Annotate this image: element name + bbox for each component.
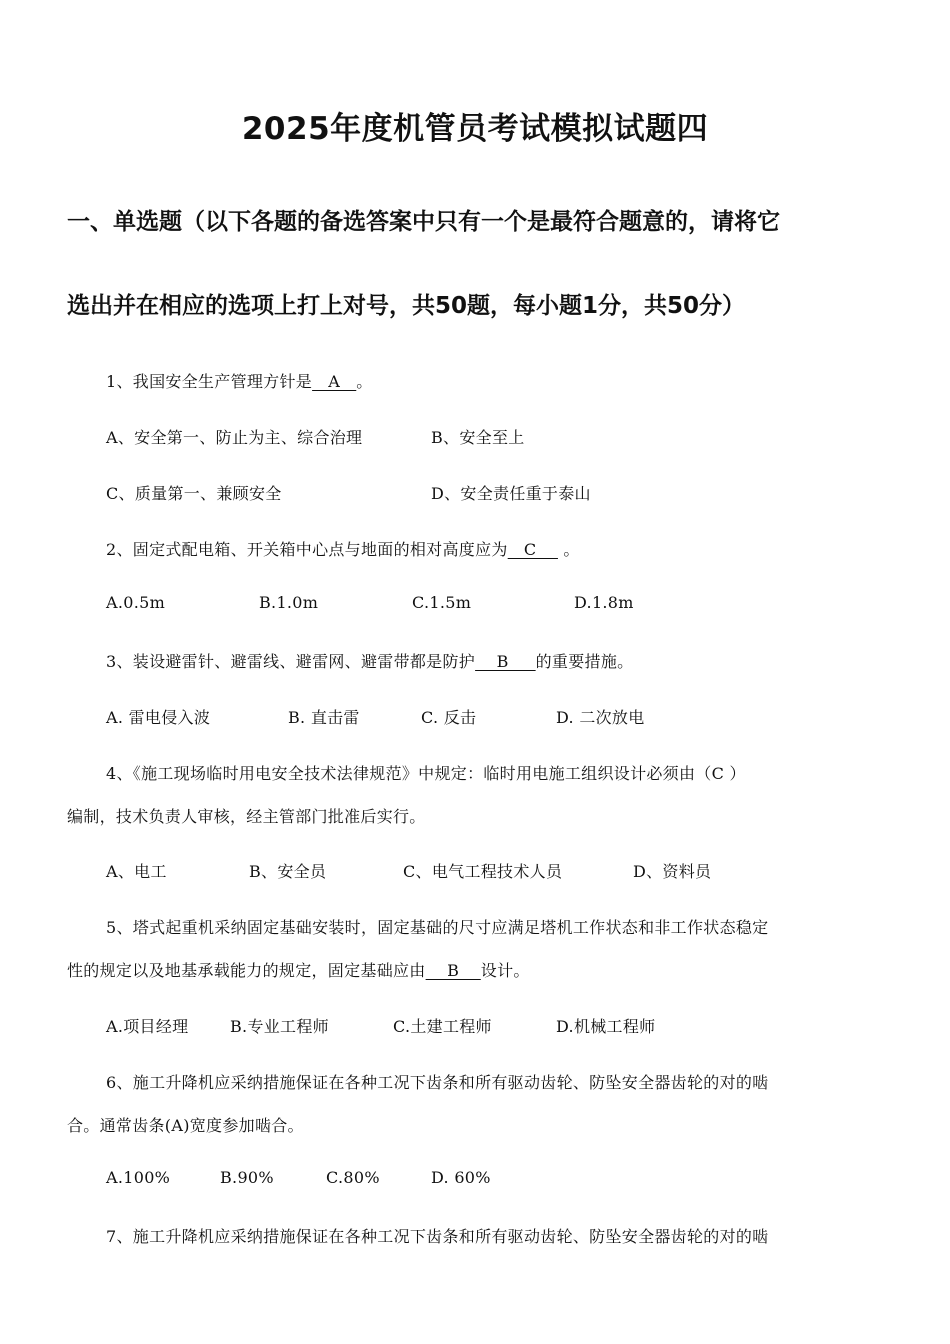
question-5-answer: B	[425, 961, 481, 980]
question-4-option-d: D、资料员	[633, 862, 712, 881]
question-1-answer: A	[312, 372, 357, 391]
question-1-stem	[106, 369, 373, 392]
section-heading-line-2: 选出并在相应的选项上打上对号，共50题，每小题1分，共50分）	[67, 293, 746, 319]
question-2-text-end: 。	[557, 540, 580, 559]
question-6-option-a: A.100%	[106, 1168, 171, 1187]
question-2-option-d: D.1.8m	[574, 593, 634, 612]
question-2-option-a: A.0.5m	[106, 593, 166, 612]
question-1-option-a: A、安全第一、防止为主、综合治理	[106, 428, 363, 447]
question-4-option-a: A、电工	[106, 862, 167, 881]
question-2-answer: C	[507, 540, 558, 559]
question-6-stem-line-2: 合。通常齿条(A)宽度参加啮合。	[67, 1116, 304, 1135]
question-6-option-c: C.80%	[326, 1168, 380, 1187]
question-5-text-end: 设计。	[480, 961, 530, 980]
question-3-text: 3、装设避雷针、避雷线、避雷网、避雷带都是防护	[106, 652, 476, 671]
question-3-option-a: A. 雷电侵入波	[106, 708, 211, 727]
question-5-text: 性的规定以及地基承载能力的规定，固定基础应由	[67, 961, 426, 980]
question-4-stem-line-1: 4、《施工现场临时用电安全技术法律规范》中规定：临时用电施工组织设计必须由（C ）	[106, 764, 746, 783]
question-1-text-end: 。	[356, 372, 373, 391]
question-5-option-c: C.土建工程师	[393, 1017, 492, 1036]
section-heading-line-1: 一、单选题（以下各题的备选答案中只有一个是最符合题意的，请将它	[67, 209, 780, 235]
question-4-option-b: B、安全员	[249, 862, 327, 881]
question-1-option-d: D、安全责任重于泰山	[431, 484, 591, 503]
question-5-stem-line-1: 5、塔式起重机采纳固定基础安装时，固定基础的尺寸应满足塔机工作状态和非工作状态稳定	[106, 918, 769, 937]
question-3-option-c: C. 反击	[421, 708, 477, 727]
question-3-option-b: B. 直击雷	[288, 708, 360, 727]
question-6-option-d: D. 60%	[431, 1168, 491, 1187]
page-title: 2025年度机管员考试模拟试题四	[241, 111, 709, 147]
question-1-option-b: B、安全至上	[431, 428, 525, 447]
question-5-option-d: D.机械工程师	[556, 1017, 656, 1036]
question-2-stem	[106, 537, 580, 560]
question-2-option-b: B.1.0m	[259, 593, 319, 612]
question-1-text: 1、我国安全生产管理方针是	[106, 372, 313, 391]
question-3-option-d: D. 二次放电	[556, 708, 645, 727]
question-6-stem-line-1: 6、施工升降机应采纳措施保证在各种工况下齿条和所有驱动齿轮、防坠安全器齿轮的对的啮	[106, 1073, 769, 1092]
question-5-stem-line-2	[67, 958, 530, 981]
question-5-option-b: B.专业工程师	[230, 1017, 329, 1036]
question-6-option-b: B.90%	[220, 1168, 274, 1187]
question-5-option-a: A.项目经理	[106, 1017, 189, 1036]
question-4-stem-line-2: 编制，技术负责人审核，经主管部门批准后实行。	[67, 807, 426, 826]
question-3-answer: B	[475, 652, 536, 671]
question-3-text-end: 的重要措施。	[535, 652, 634, 671]
question-4-option-c: C、电气工程技术人员	[403, 862, 563, 881]
question-7-stem-line-1: 7、施工升降机应采纳措施保证在各种工况下齿条和所有驱动齿轮、防坠安全器齿轮的对的啮	[106, 1227, 769, 1246]
question-2-option-c: C.1.5m	[412, 593, 472, 612]
question-3-stem	[106, 649, 633, 672]
question-1-option-c: C、质量第一、兼顾安全	[106, 484, 282, 503]
question-2-text: 2、固定式配电箱、开关箱中心点与地面的相对高度应为	[106, 540, 508, 559]
